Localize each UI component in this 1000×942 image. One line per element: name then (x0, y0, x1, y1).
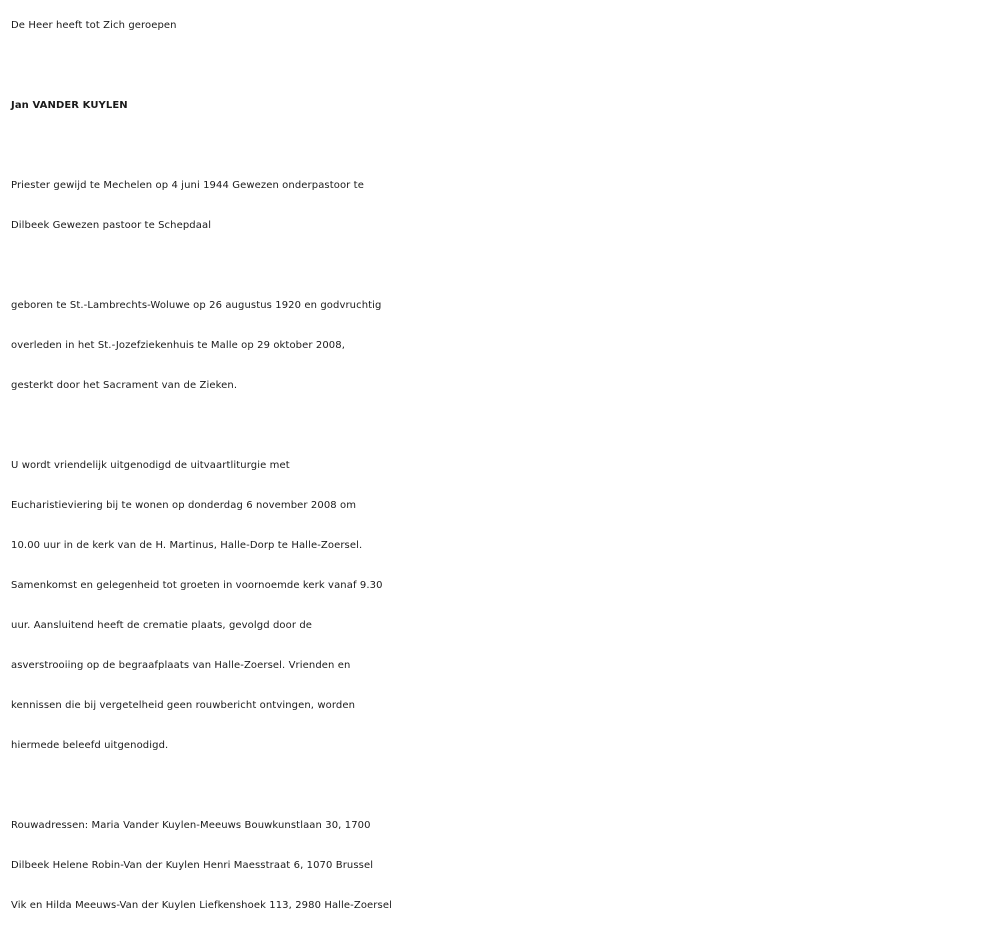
ordination-paragraph (11, 166, 996, 246)
obituary-document (11, 6, 996, 926)
paragraph-line: Eucharistieviering bij te wonen op donderdag 6 november 2008 om (11, 500, 357, 511)
addresses-paragraph (11, 806, 996, 926)
spacer (11, 246, 996, 286)
paragraph-line: geboren te St.-Lambrechts-Woluwe op 26 augustus 1920 en godvruchtig (11, 300, 382, 311)
paragraph-line: Dilbeek Helene Robin-Van der Kuylen Henri Maesstraat 6, 1070 Brussel (11, 860, 374, 871)
intro-line: De Heer heeft tot Zich geroepen (11, 20, 177, 31)
paragraph-line: 10.00 uur in de kerk van de H. Martinus, Halle-Dorp te Halle-Zoersel. (11, 540, 363, 551)
paragraph-line: Vik en Hilda Meeuws-Van der Kuylen Liefkenshoek 113, 2980 Halle-Zoersel (11, 900, 392, 911)
life-paragraph (11, 286, 996, 406)
paragraph-line: gesterkt door het Sacrament van de Zieken. (11, 380, 238, 391)
paragraph-line: uur. Aansluitend heeft de crematie plaats, gevolgd door de (11, 620, 313, 631)
spacer (11, 46, 996, 86)
spacer (11, 406, 996, 446)
paragraph-line: overleden in het St.-Jozefziekenhuis te Malle op 29 oktober 2008, (11, 340, 345, 351)
paragraph-line: asverstrooiing op de begraafplaats van Halle-Zoersel. Vrienden en (11, 660, 351, 671)
paragraph-line: kennissen die bij vergetelheid geen rouwbericht ontvingen, worden (11, 700, 356, 711)
paragraph-line: hiermede beleefd uitgenodigd. (11, 740, 169, 751)
paragraph-line: Samenkomst en gelegenheid tot groeten in voornoemde kerk vanaf 9.30 (11, 580, 383, 591)
paragraph-line: Priester gewijd te Mechelen op 4 juni 1944 Gewezen onderpastoor te (11, 180, 364, 191)
invitation-paragraph (11, 446, 996, 766)
paragraph-line: Rouwadressen: Maria Vander Kuylen-Meeuws Bouwkunstlaan 30, 1700 (11, 820, 371, 831)
spacer (11, 766, 996, 806)
deceased-name: Jan VANDER KUYLEN (11, 100, 128, 111)
paragraph-line: Dilbeek Gewezen pastoor te Schepdaal (11, 220, 212, 231)
spacer (11, 126, 996, 166)
paragraph-line: U wordt vriendelijk uitgenodigd de uitvaartliturgie met (11, 460, 290, 471)
